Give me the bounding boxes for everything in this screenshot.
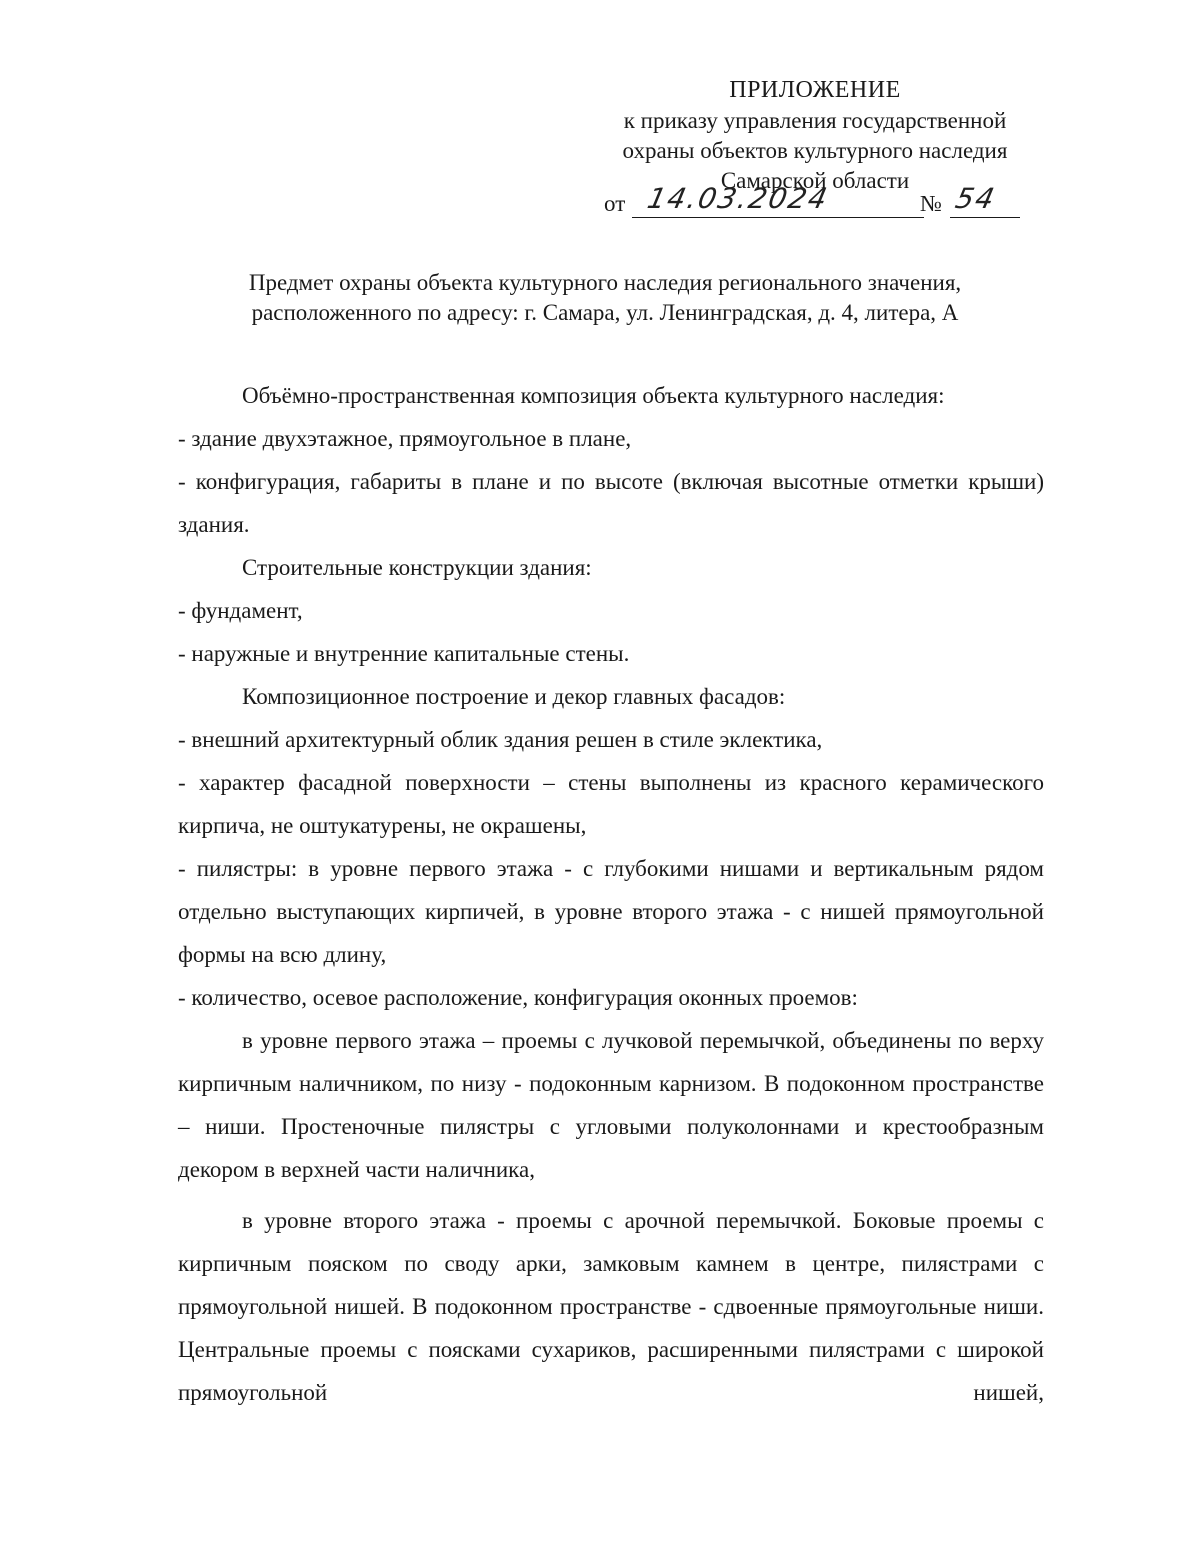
paragraph-first-floor: в уровне первого этажа – проемы с лучковой перемычкой, объединены по верху кирпичным наличником, по низу - подоконным карнизом. В подоконном пространстве – ниши. Простеночные пилястры с угловыми полуколоннами и крестообразным декором в верхней части наличника, (178, 1028, 1044, 1182)
section-heading-structures: Строительные конструкции здания: (242, 555, 592, 580)
list-item: - количество, осевое расположение, конфигурация оконных проемов: (178, 985, 858, 1010)
section-heading-facades: Композиционное построение и декор главных фасадов: (242, 684, 786, 709)
document-title-line-1: Предмет охраны объекта культурного наследия регионального значения, (248, 270, 962, 295)
handwritten-date: 14.03.2024 (644, 182, 832, 215)
handwritten-number: 54 (952, 182, 1000, 215)
paragraph-second-floor: в уровне второго этажа - проемы с арочной перемычкой. Боковые проемы с кирпичным пояском по своду арки, замковым камнем в центре, пилястрами с прямоугольной нишей. В подоконном пространстве - сдвоенные прямоугольные ниши. Центральные проемы с поясками сухариков, расширенными пилястрами с широкой прямоугольной нишей, (178, 1208, 1044, 1405)
list-item: - наружные и внутренние капитальные стены. (178, 641, 630, 666)
number-label: № (920, 191, 942, 216)
document-title-line-2: расположенного по адресу: г. Самара, ул. Ленинградская, д. 4, литера, А (251, 300, 959, 325)
document-body (178, 374, 1044, 1414)
list-item: - здание двухэтажное, прямоугольное в плане, (178, 426, 632, 451)
list-item: - пилястры: в уровне первого этажа - с глубокими нишами и вертикальным рядом отдельно выступающих кирпичей, в уровне второго этажа - с нишей прямоугольной формы на всю длину, (178, 856, 1044, 967)
list-item: - конфигурация, габариты в плане и по высоте (включая высотные отметки крыши) здания. (178, 469, 1044, 537)
number-underline (950, 217, 1020, 218)
appendix-header (590, 74, 1040, 196)
list-item: - характер фасадной поверхности – стены выполнены из красного керамического кирпича, не оштукатурены, не окрашены, (178, 770, 1044, 838)
date-underline (632, 217, 924, 218)
appendix-header-line-2: охраны объектов культурного наследия (622, 138, 1008, 163)
list-item: - внешний архитектурный облик здания решен в стиле эклектика, (178, 727, 823, 752)
appendix-header-line-1: к приказу управления государственной (623, 108, 1007, 133)
appendix-header-line-3: Самарской области (720, 168, 910, 193)
list-item: - фундамент, (178, 598, 303, 623)
section-heading-volume: Объёмно-пространственная композиция объекта культурного наследия: (242, 383, 945, 408)
appendix-title: ПРИЛОЖЕНИЕ (729, 77, 901, 103)
order-date-number-row (604, 182, 1024, 222)
date-label: от (604, 191, 626, 216)
document-title (150, 268, 1060, 328)
